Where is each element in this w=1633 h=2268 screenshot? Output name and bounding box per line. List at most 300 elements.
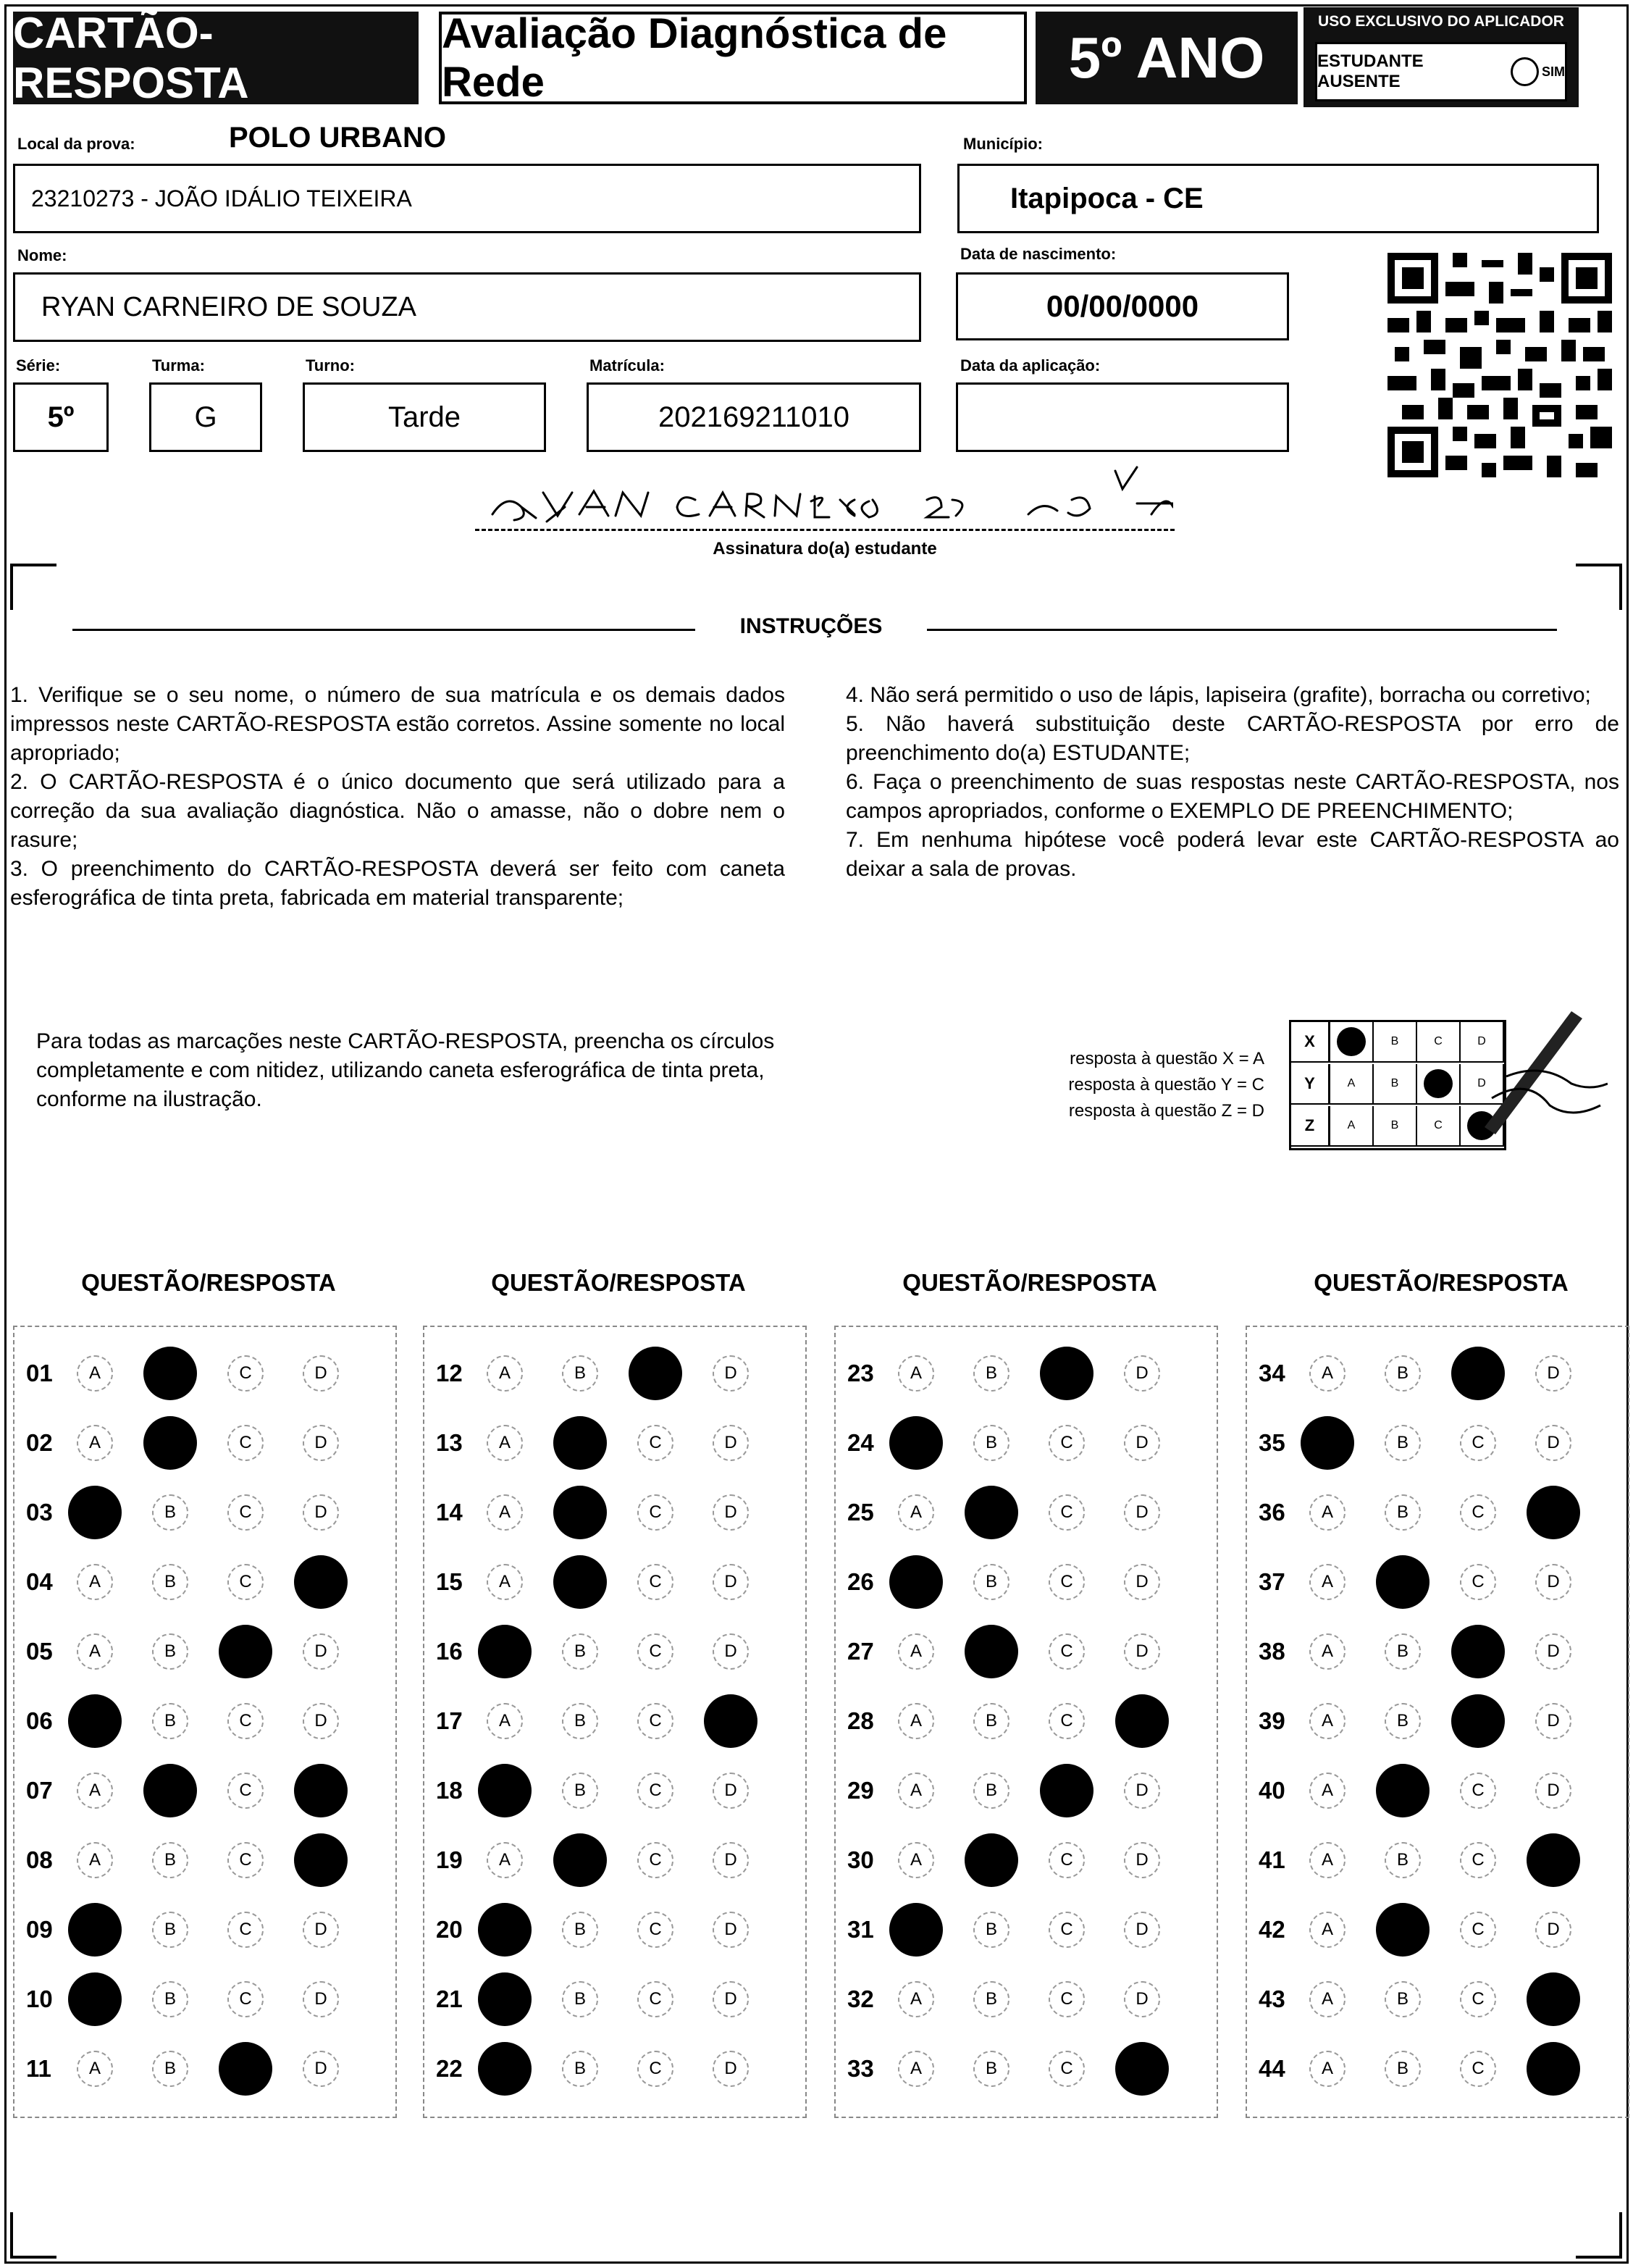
answer-bubble-c[interactable]: C bbox=[1460, 1912, 1496, 1948]
local-label: Local da prova: bbox=[17, 135, 135, 153]
answer-bubble-b[interactable]: B bbox=[973, 1703, 1009, 1739]
answer-bubble-d[interactable]: D bbox=[1527, 1972, 1580, 2026]
answer-bubble-a[interactable]: A bbox=[77, 1633, 113, 1670]
answer-bubble-d[interactable]: D bbox=[303, 2051, 339, 2087]
answer-bubble-c[interactable]: C bbox=[1451, 1694, 1505, 1748]
answer-bubble-c[interactable]: C bbox=[1460, 1494, 1496, 1531]
answer-bubble-d[interactable]: D bbox=[1124, 1633, 1160, 1670]
question-number: 16 bbox=[436, 1638, 463, 1665]
answer-bubble-d[interactable]: D bbox=[713, 1564, 749, 1600]
question-row bbox=[837, 1623, 1199, 1681]
question-row bbox=[16, 2040, 378, 2098]
example-cell bbox=[1417, 1064, 1461, 1105]
serie-value: 5º bbox=[47, 401, 75, 433]
answer-bubble-a[interactable]: A bbox=[1309, 1703, 1346, 1739]
answer-bubble-c[interactable]: C bbox=[1049, 1912, 1085, 1948]
answer-bubble-b[interactable]: B bbox=[1385, 1842, 1421, 1878]
example-line: resposta à questão Z = D bbox=[1068, 1101, 1264, 1121]
answer-bubble-a[interactable]: A bbox=[1309, 1912, 1346, 1948]
aplicacao-field[interactable] bbox=[956, 382, 1289, 452]
answer-bubble-d[interactable]: D bbox=[1535, 1425, 1571, 1461]
answer-bubble-a[interactable]: A bbox=[1309, 2051, 1346, 2087]
answer-bubble-a[interactable]: A bbox=[1301, 1416, 1354, 1470]
answer-bubble-a[interactable]: A bbox=[487, 1842, 523, 1878]
instruction-item: 2. O CARTÃO-RESPOSTA é o único documento que será utilizado para a correção da sua avaliação diagnóstica. Não o amasse, não o dobre nem o rasure; bbox=[10, 770, 785, 852]
nome-value: RYAN CARNEIRO DE SOUZA bbox=[41, 291, 417, 322]
answer-bubble-c[interactable]: C bbox=[1460, 2051, 1496, 2087]
question-row bbox=[426, 1414, 788, 1472]
corner-mark bbox=[10, 564, 56, 610]
answer-bubble-a[interactable]: A bbox=[68, 1972, 122, 2026]
answer-bubble-b[interactable]: B bbox=[562, 1355, 598, 1392]
answer-bubble-a[interactable]: A bbox=[487, 1355, 523, 1392]
answer-bubble-d[interactable]: D bbox=[1124, 1494, 1160, 1531]
question-row bbox=[1248, 1831, 1611, 1889]
answer-bubble-b[interactable]: B bbox=[562, 1773, 598, 1809]
answer-bubble-c[interactable]: C bbox=[637, 1494, 673, 1531]
answer-bubble-c[interactable]: C bbox=[1460, 1842, 1496, 1878]
question-row bbox=[16, 1484, 378, 1541]
answer-bubble-b[interactable]: B bbox=[553, 1486, 607, 1539]
answer-bubble-a[interactable]: A bbox=[898, 1773, 934, 1809]
answer-bubble-d[interactable]: D bbox=[713, 2051, 749, 2087]
question-number: 28 bbox=[847, 1707, 874, 1734]
answer-bubble-d[interactable]: D bbox=[713, 1425, 749, 1461]
question-number: 20 bbox=[436, 1916, 463, 1943]
answer-bubble-b[interactable]: B bbox=[562, 1703, 598, 1739]
example-cell bbox=[1330, 1022, 1374, 1063]
answer-bubble-b[interactable]: B bbox=[973, 1773, 1009, 1809]
answer-bubble-a[interactable]: A bbox=[478, 1903, 532, 1957]
answer-bubble-a[interactable]: A bbox=[898, 1494, 934, 1531]
answer-bubble-c[interactable]: C bbox=[637, 1981, 673, 2017]
answer-bubble-b[interactable]: B bbox=[152, 2051, 188, 2087]
question-number: 30 bbox=[847, 1846, 874, 1873]
question-number: 33 bbox=[847, 2055, 874, 2082]
question-number: 24 bbox=[847, 1429, 874, 1456]
question-row bbox=[837, 1762, 1199, 1820]
column-title: QUESTÃO/RESPOSTA bbox=[491, 1269, 746, 1296]
answer-bubble-d[interactable]: D bbox=[1527, 2042, 1580, 2096]
example-line: resposta à questão Y = C bbox=[1068, 1075, 1264, 1095]
answer-bubble-c[interactable]: C bbox=[1049, 1633, 1085, 1670]
answer-bubble-a[interactable]: A bbox=[889, 1903, 943, 1957]
instruction-item: 4. Não será permitido o uso de lápis, lapiseira (grafite), borracha ou corretivo; bbox=[846, 683, 1591, 707]
instruction-item: 6. Faça o preenchimento de suas respostas neste CARTÃO-RESPOSTA, nos campos apropriados, conforme o EXEMPLO DE PREENCHIMENTO; bbox=[846, 770, 1619, 823]
answer-bubble-c[interactable]: C bbox=[629, 1347, 682, 1400]
question-row bbox=[1248, 1414, 1611, 1472]
answer-bubble-c[interactable]: C bbox=[1460, 1564, 1496, 1600]
question-number: 18 bbox=[436, 1777, 463, 1804]
example-bubble: C bbox=[1434, 1035, 1443, 1047]
question-number: 36 bbox=[1259, 1499, 1285, 1526]
answer-bubble-b[interactable]: B bbox=[152, 1564, 188, 1600]
qr-code-icon bbox=[1388, 251, 1612, 480]
answer-bubble-d[interactable]: D bbox=[303, 1633, 339, 1670]
answer-bubble-d[interactable]: D bbox=[704, 1694, 757, 1748]
answer-bubble-b[interactable]: B bbox=[1385, 1633, 1421, 1670]
answer-bubble-d[interactable]: D bbox=[713, 1633, 749, 1670]
question-number: 40 bbox=[1259, 1777, 1285, 1804]
answer-bubble-a[interactable]: A bbox=[478, 1764, 532, 1817]
example-bubble: D bbox=[1477, 1077, 1486, 1089]
question-row bbox=[1248, 1623, 1611, 1681]
answer-bubble-d[interactable]: D bbox=[1124, 1912, 1160, 1948]
answer-bubble-c[interactable]: C bbox=[1040, 1764, 1093, 1817]
question-row bbox=[16, 1344, 378, 1402]
instruction-item: 7. Em nenhuma hipótese você poderá levar este CARTÃO-RESPOSTA ao deixar a sala de provas. bbox=[846, 828, 1619, 881]
question-number: 02 bbox=[26, 1429, 53, 1456]
answer-bubble-b[interactable]: B bbox=[143, 1347, 197, 1400]
question-number: 26 bbox=[847, 1568, 874, 1595]
answer-bubble-d[interactable]: D bbox=[303, 1912, 339, 1948]
answer-bubble-c[interactable]: C bbox=[637, 1773, 673, 1809]
question-row bbox=[837, 1901, 1199, 1959]
answer-bubble-b[interactable]: B bbox=[553, 1555, 607, 1609]
answer-bubble-c[interactable]: C bbox=[227, 1773, 264, 1809]
turno-label: Turno: bbox=[306, 356, 356, 374]
answer-bubble-c[interactable]: C bbox=[227, 1494, 264, 1531]
example-bubble: B bbox=[1390, 1035, 1399, 1047]
answer-bubble-a[interactable]: A bbox=[1309, 1494, 1346, 1531]
answer-bubble-c[interactable]: C bbox=[219, 2042, 272, 2096]
answer-bubble-a[interactable]: A bbox=[889, 1416, 943, 1470]
answer-bubble-b[interactable]: B bbox=[973, 1981, 1009, 2017]
answer-bubble-d[interactable]: D bbox=[303, 1494, 339, 1531]
answer-bubble-a[interactable]: A bbox=[889, 1555, 943, 1609]
example-bubble: A bbox=[1347, 1119, 1356, 1131]
answer-bubble-d[interactable]: D bbox=[1527, 1833, 1580, 1887]
question-row bbox=[16, 1692, 378, 1750]
answer-bubble-d[interactable]: D bbox=[713, 1912, 749, 1948]
column-title: QUESTÃO/RESPOSTA bbox=[902, 1269, 1157, 1296]
answer-bubble-c[interactable]: C bbox=[637, 1564, 673, 1600]
answer-bubble-d[interactable]: D bbox=[1115, 1694, 1169, 1748]
answer-bubble-b[interactable]: B bbox=[1376, 1764, 1430, 1817]
answer-bubble-d[interactable]: D bbox=[1535, 1564, 1571, 1600]
answer-bubble-d[interactable]: D bbox=[713, 1981, 749, 2017]
answer-bubble-d[interactable]: D bbox=[1527, 1486, 1580, 1539]
answer-bubble-c[interactable]: C bbox=[637, 1703, 673, 1739]
column-title: QUESTÃO/RESPOSTA bbox=[81, 1269, 336, 1296]
question-row bbox=[837, 2040, 1199, 2098]
question-number: 08 bbox=[26, 1846, 53, 1873]
answer-bubble-c[interactable]: C bbox=[1451, 1625, 1505, 1678]
instructions-title: INSTRUÇÕES bbox=[739, 614, 883, 638]
question-number: 41 bbox=[1259, 1846, 1285, 1873]
answer-bubble-d[interactable]: D bbox=[1535, 1703, 1571, 1739]
signature-label: Assinatura do(a) estudante bbox=[713, 539, 937, 558]
example-row-label: Z bbox=[1291, 1106, 1330, 1147]
local-polo: POLO URBANO bbox=[229, 122, 446, 154]
answer-bubble-b[interactable]: B bbox=[1376, 1555, 1430, 1609]
question-number: 21 bbox=[436, 1985, 463, 2012]
answer-bubble-a[interactable]: A bbox=[1309, 1842, 1346, 1878]
municipio-field bbox=[957, 164, 1599, 233]
question-number: 09 bbox=[26, 1916, 53, 1943]
serie-field bbox=[13, 382, 109, 452]
example-bubble-filled bbox=[1337, 1027, 1366, 1056]
answer-bubble-d[interactable]: D bbox=[1124, 1981, 1160, 2017]
answer-bubble-a[interactable]: A bbox=[898, 2051, 934, 2087]
question-row bbox=[1248, 1901, 1611, 1959]
answer-bubble-b[interactable]: B bbox=[1385, 1425, 1421, 1461]
answer-bubble-d[interactable]: D bbox=[713, 1494, 749, 1531]
answer-bubble-c[interactable]: C bbox=[1049, 1981, 1085, 2017]
answer-bubble-d[interactable]: D bbox=[1124, 1842, 1160, 1878]
answer-bubble-b[interactable]: B bbox=[965, 1833, 1018, 1887]
nome-label: Nome: bbox=[17, 246, 67, 264]
answer-bubble-d[interactable]: D bbox=[1535, 1773, 1571, 1809]
answer-bubble-a[interactable]: A bbox=[487, 1703, 523, 1739]
nome-field bbox=[13, 272, 921, 342]
answer-bubble-d[interactable]: D bbox=[1115, 2042, 1169, 2096]
question-row bbox=[16, 1762, 378, 1820]
question-number: 22 bbox=[436, 2055, 463, 2082]
answer-bubble-a[interactable]: A bbox=[898, 1703, 934, 1739]
answer-bubble-a[interactable]: A bbox=[77, 1773, 113, 1809]
question-row bbox=[837, 1553, 1199, 1611]
example-cell bbox=[1330, 1106, 1374, 1147]
question-number: 39 bbox=[1259, 1707, 1285, 1734]
answer-bubble-c[interactable]: C bbox=[227, 1981, 264, 2017]
answer-bubble-c[interactable]: C bbox=[227, 1842, 264, 1878]
answer-bubble-b[interactable]: B bbox=[152, 1912, 188, 1948]
answer-bubble-a[interactable]: A bbox=[1309, 1981, 1346, 2017]
answer-bubble-c[interactable]: C bbox=[227, 1355, 264, 1392]
answer-bubble-c[interactable]: C bbox=[1460, 1773, 1496, 1809]
answer-bubble-a[interactable]: A bbox=[77, 1355, 113, 1392]
answer-bubble-b[interactable]: B bbox=[152, 1981, 188, 2017]
question-row bbox=[426, 1553, 788, 1611]
local-value: 23210273 - JOÃO IDÁLIO TEIXEIRA bbox=[31, 185, 412, 212]
answer-bubble-c[interactable]: C bbox=[227, 1912, 264, 1948]
answer-bubble-b[interactable]: B bbox=[562, 1912, 598, 1948]
answer-bubble-b[interactable]: B bbox=[152, 1703, 188, 1739]
answer-bubble-b[interactable]: B bbox=[152, 1842, 188, 1878]
question-row bbox=[1248, 1970, 1611, 2028]
ausente-label: ESTUDANTE AUSENTE bbox=[1317, 51, 1424, 91]
question-row bbox=[837, 1414, 1199, 1472]
answer-bubble-a[interactable]: A bbox=[68, 1903, 122, 1957]
answer-bubble-b[interactable]: B bbox=[1385, 1703, 1421, 1739]
answer-bubble-a[interactable]: A bbox=[77, 1564, 113, 1600]
answer-bubble-a[interactable]: A bbox=[487, 1564, 523, 1600]
answer-bubble-d[interactable]: D bbox=[303, 1425, 339, 1461]
answer-bubble-a[interactable]: A bbox=[1309, 1633, 1346, 1670]
grade-badge: 5º ANO bbox=[1036, 12, 1298, 104]
answer-bubble-c[interactable]: C bbox=[637, 1842, 673, 1878]
answer-bubble-a[interactable]: A bbox=[77, 1842, 113, 1878]
answer-bubble-d[interactable]: D bbox=[1535, 1355, 1571, 1392]
answer-bubble-a[interactable]: A bbox=[478, 1625, 532, 1678]
question-number: 32 bbox=[847, 1985, 874, 2012]
answer-bubble-c[interactable]: C bbox=[1049, 2051, 1085, 2087]
answer-bubble-b[interactable]: B bbox=[1385, 1355, 1421, 1392]
marking-text: Para todas as marcações neste CARTÃO-RESPOSTA, preencha os círculos completamente e com nitidez, utilizando caneta esferográfica de tinta preta, conforme na ilustração. bbox=[36, 1029, 775, 1111]
question-number: 03 bbox=[26, 1499, 53, 1526]
answer-bubble-b[interactable]: B bbox=[1385, 1494, 1421, 1531]
example-bubble: B bbox=[1390, 1077, 1399, 1089]
example-bubble: C bbox=[1434, 1119, 1443, 1131]
question-number: 29 bbox=[847, 1777, 874, 1804]
answer-bubble-a[interactable]: A bbox=[478, 2042, 532, 2096]
answer-bubble-b[interactable]: B bbox=[143, 1416, 197, 1470]
question-row bbox=[16, 1970, 378, 2028]
question-row bbox=[837, 1344, 1199, 1402]
answer-bubble-d[interactable]: D bbox=[303, 1355, 339, 1392]
answer-bubble-c[interactable]: C bbox=[1460, 1981, 1496, 2017]
question-number: 05 bbox=[26, 1638, 53, 1665]
matricula-label: Matrícula: bbox=[589, 356, 665, 374]
answer-bubble-b[interactable]: B bbox=[965, 1625, 1018, 1678]
answer-bubble-c[interactable]: C bbox=[637, 1633, 673, 1670]
question-number: 35 bbox=[1259, 1429, 1285, 1456]
local-field bbox=[13, 164, 921, 233]
turma-label: Turma: bbox=[152, 356, 205, 374]
answer-bubble-b[interactable]: B bbox=[973, 1912, 1009, 1948]
answer-bubble-c[interactable]: C bbox=[1451, 1347, 1505, 1400]
example-cell bbox=[1374, 1106, 1417, 1147]
answer-bubble-d[interactable]: D bbox=[294, 1555, 348, 1609]
question-number: 38 bbox=[1259, 1638, 1285, 1665]
column-title: QUESTÃO/RESPOSTA bbox=[1314, 1269, 1569, 1296]
question-number: 14 bbox=[436, 1499, 463, 1526]
answer-bubble-a[interactable]: A bbox=[77, 2051, 113, 2087]
turma-value: G bbox=[194, 401, 217, 433]
answer-bubble-a[interactable]: A bbox=[478, 1972, 532, 2026]
answer-bubble-b[interactable]: B bbox=[562, 2051, 598, 2087]
answer-bubble-c[interactable]: C bbox=[219, 1625, 272, 1678]
answer-bubble-a[interactable]: A bbox=[1309, 1773, 1346, 1809]
answer-bubble-d[interactable]: D bbox=[294, 1833, 348, 1887]
question-number: 06 bbox=[26, 1707, 53, 1734]
answer-bubble-d[interactable]: D bbox=[303, 1981, 339, 2017]
question-row bbox=[16, 1901, 378, 1959]
answer-bubble-a[interactable]: A bbox=[898, 1842, 934, 1878]
question-number: 34 bbox=[1259, 1360, 1285, 1386]
question-number: 43 bbox=[1259, 1985, 1285, 2012]
municipio-value: Itapipoca - CE bbox=[1010, 182, 1204, 214]
answer-bubble-c[interactable]: C bbox=[1460, 1425, 1496, 1461]
answer-bubble-c[interactable]: C bbox=[227, 1703, 264, 1739]
question-number: 44 bbox=[1259, 2055, 1285, 2082]
answer-bubble-d[interactable]: D bbox=[1535, 1633, 1571, 1670]
answer-bubble-c[interactable]: C bbox=[1040, 1347, 1093, 1400]
answer-bubble-d[interactable]: D bbox=[713, 1355, 749, 1392]
answer-bubble-a[interactable]: A bbox=[1309, 1564, 1346, 1600]
question-row bbox=[837, 1692, 1199, 1750]
question-row bbox=[16, 1831, 378, 1889]
nascimento-label: Data de nascimento: bbox=[960, 245, 1117, 263]
answer-bubble-a[interactable]: A bbox=[68, 1694, 122, 1748]
instruction-item: 3. O preenchimento do CARTÃO-RESPOSTA deverá ser feito com caneta esferográfica de tinta preta, fabricada em material transparente; bbox=[10, 857, 785, 910]
answer-bubble-c[interactable]: C bbox=[1049, 1842, 1085, 1878]
example-cell bbox=[1374, 1022, 1417, 1063]
example-bubble: B bbox=[1390, 1119, 1399, 1131]
answer-bubble-d[interactable]: D bbox=[1124, 1773, 1160, 1809]
answer-bubble-d[interactable]: D bbox=[1124, 1355, 1160, 1392]
answer-bubble-a[interactable]: A bbox=[77, 1425, 113, 1461]
answer-bubble-c[interactable]: C bbox=[1049, 1494, 1085, 1531]
answer-bubble-d[interactable]: D bbox=[1124, 1425, 1160, 1461]
answer-bubble-c[interactable]: C bbox=[637, 2051, 673, 2087]
answer-bubble-b[interactable]: B bbox=[973, 1425, 1009, 1461]
question-number: 04 bbox=[26, 1568, 53, 1595]
question-row bbox=[426, 2040, 788, 2098]
question-row bbox=[426, 1901, 788, 1959]
answer-bubble-a[interactable]: A bbox=[898, 1981, 934, 2017]
corner-mark bbox=[1576, 564, 1622, 610]
card-title: CARTÃO-RESPOSTA bbox=[13, 12, 419, 104]
answer-bubble-d[interactable]: D bbox=[713, 1842, 749, 1878]
answer-bubble-b[interactable]: B bbox=[965, 1486, 1018, 1539]
question-number: 15 bbox=[436, 1568, 463, 1595]
ausente-bubble[interactable] bbox=[1511, 57, 1539, 86]
answer-bubble-d[interactable]: D bbox=[1124, 1564, 1160, 1600]
answer-bubble-b[interactable]: B bbox=[1385, 2051, 1421, 2087]
answer-bubble-c[interactable]: C bbox=[227, 1564, 264, 1600]
question-number: 01 bbox=[26, 1360, 53, 1386]
answer-bubble-c[interactable]: C bbox=[1049, 1425, 1085, 1461]
answer-bubble-a[interactable]: A bbox=[898, 1633, 934, 1670]
answer-bubble-c[interactable]: C bbox=[1049, 1703, 1085, 1739]
answer-bubble-d[interactable]: D bbox=[1535, 1912, 1571, 1948]
answer-bubble-b[interactable]: B bbox=[152, 1494, 188, 1531]
answer-bubble-a[interactable]: A bbox=[898, 1355, 934, 1392]
question-number: 27 bbox=[847, 1638, 874, 1665]
answer-bubble-b[interactable]: B bbox=[973, 2051, 1009, 2087]
answer-bubble-c[interactable]: C bbox=[227, 1425, 264, 1461]
example-row-label: X bbox=[1291, 1022, 1330, 1063]
answer-bubble-a[interactable]: A bbox=[487, 1494, 523, 1531]
question-number: 19 bbox=[436, 1846, 463, 1873]
answer-bubble-c[interactable]: C bbox=[637, 1425, 673, 1461]
instructions-left bbox=[10, 681, 785, 913]
answer-bubble-b[interactable]: B bbox=[1376, 1903, 1430, 1957]
answer-bubble-d[interactable]: D bbox=[303, 1703, 339, 1739]
question-row bbox=[426, 1623, 788, 1681]
question-number: 12 bbox=[436, 1360, 463, 1386]
answer-bubble-a[interactable]: A bbox=[487, 1425, 523, 1461]
question-row bbox=[1248, 2040, 1611, 2098]
answer-bubble-b[interactable]: B bbox=[973, 1355, 1009, 1392]
question-row bbox=[1248, 1484, 1611, 1541]
answer-bubble-b[interactable]: B bbox=[553, 1833, 607, 1887]
answer-bubble-b[interactable]: B bbox=[562, 1633, 598, 1670]
answer-bubble-b[interactable]: B bbox=[1385, 1981, 1421, 2017]
answer-bubble-b[interactable]: B bbox=[562, 1981, 598, 2017]
answer-bubble-b[interactable]: B bbox=[143, 1764, 197, 1817]
answer-bubble-a[interactable]: A bbox=[1309, 1355, 1346, 1392]
example-line: resposta à questão X = A bbox=[1070, 1049, 1264, 1068]
answer-bubble-d[interactable]: D bbox=[294, 1764, 348, 1817]
answer-bubble-d[interactable]: D bbox=[713, 1773, 749, 1809]
question-row bbox=[426, 1344, 788, 1402]
question-number: 13 bbox=[436, 1429, 463, 1456]
answer-bubble-b[interactable]: B bbox=[553, 1416, 607, 1470]
nascimento-field bbox=[956, 272, 1289, 340]
question-row bbox=[837, 1831, 1199, 1889]
answer-bubble-b[interactable]: B bbox=[152, 1633, 188, 1670]
serie-label: Série: bbox=[16, 356, 61, 374]
answer-bubble-b[interactable]: B bbox=[973, 1564, 1009, 1600]
question-row bbox=[426, 1762, 788, 1820]
example-row-label: Y bbox=[1291, 1064, 1330, 1105]
answer-bubble-a[interactable]: A bbox=[68, 1486, 122, 1539]
answer-bubble-c[interactable]: C bbox=[1049, 1564, 1085, 1600]
answer-bubble-c[interactable]: C bbox=[637, 1912, 673, 1948]
